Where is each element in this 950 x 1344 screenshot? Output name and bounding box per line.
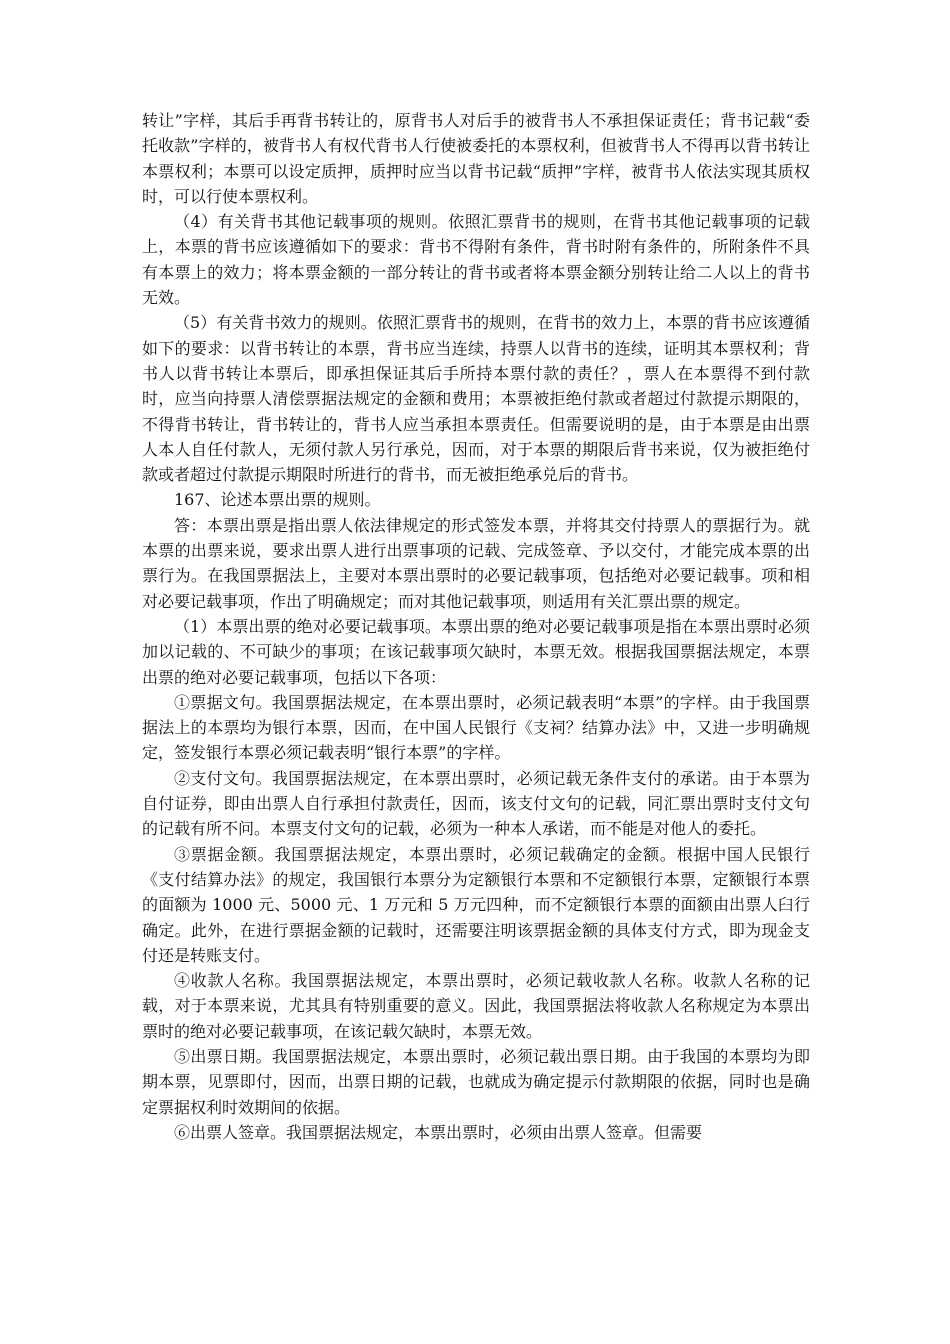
item-issue-date: ⑤出票日期。我国票据法规定，本票出票时，必须记载出票日期。由于我国的本票均为即期本票，见票即付，因而，出票日期的记载，也就成为确定提示付款期限的依据，同时也是确定票据权利时效期间的依据。	[142, 1046, 810, 1117]
item-amount: ③票据金额。我国票据法规定，本票出票时，必须记载确定的金额。根据中国人民银行《支付结算办法》的规定，我国银行本票分为定额银行本票和不定额银行本票，定额银行本票的面额为 1000 元、5000 元、1 万元和 5 万元四种，而不定额银行本票的面额由出票人臼行确定。此外，在进行票据金额的记载时，还需要注明该票据金额的具体支付方式，即为现金支付还是转账支付。	[142, 844, 810, 965]
paragraph-endorsement-other-items: （4）有关背书其他记载事项的规则。依照汇票背书的规则，在背书其他记载事项的记载上，本票的背书应该遵循如下的要求：背书不得附有条件，背书时附有条件的，所附条件不具有本票上的效力；将本票金额的一部分转让的背书或者将本票金额分别转让给二人以上的背书无效。	[142, 212, 810, 308]
paragraph-continuation: 转让”字样，其后手再背书转让的，原背书人对后手的被背书人不承担保证责任；背书记载“委托收款”字样的，被背书人有权代背书人行使被委托的本票权利，但被背书人不得再以背书转让本票权利；本票可以设定质押，质押时应当以背书记载“质押”字样，被背书人依法实现其质权时，可以行使本票权利。	[142, 111, 810, 206]
answer-intro: 答：本票出票是指出票人依法律规定的形式签发本票，并将其交付持票人的票据行为。就本票的出票来说，要求出票人进行出票事项的记载、完成签章、予以交付，才能完成本票的出票行为。在我国票据法上，主要对本票出票时的必要记载事项，包括绝对必要记载事。项和相对必要记载事项，作出了明确规定；而对其他记载事项，则适用有关汇票出票的规定。	[142, 515, 810, 611]
item-drawer-signature: ⑥出票人签章。我国票据法规定，本票出票时，必须由出票人签章。但需要	[174, 1122, 703, 1142]
paragraph-endorsement-effect: （5）有关背书效力的规则。依照汇票背书的规则，在背书的效力上，本票的背书应该遵循如下的要求：以背书转让的本票，背书应当连续，持票人以背书的连续，证明其本票权利；背书人以背书转让本票后，即承担保证其后手所持本票付款的责任？，票人在本票得不到付款时，应当向持票人清偿票据法规定的金额和费用；本票被拒绝付款或者超过付款提示期限的，不得背书转让，背书转让的，背书人应当承担本票责任。但需要说明的是，由于本票是由出票人本人自任付款人，无须付款人另行承兑，因而，对于本票的期限后背书来说，仅为被拒绝付款或者超过付款提示期限时所进行的背书，而无被拒绝承兑后的背书。	[142, 313, 810, 485]
item-payee-name: ④收款人名称。我国票据法规定，本票出票时，必须记载收款人名称。收款人名称的记载，对于本票来说，尤其具有特别重要的意义。因此，我国票据法将收款人名称规定为本票出票时的绝对必要记载事项，在该记载欠缺时，本票无效。	[142, 971, 810, 1041]
paragraph-absolute-items: （1）本票出票的绝对必要记载事项。本票出票的绝对必要记载事项是指在本票出票时必须加以记载的、不可缺少的事项；在该记载事项欠缺时，本票无效。根据我国票据法规定，本票出票的绝对必要记载事项，包括以下各项：	[142, 616, 810, 687]
question-heading: 167、论述本票出票的规则。	[174, 490, 381, 510]
item-payment-phrase: ②支付文句。我国票据法规定，在本票出票时，必须记载无条件支付的承诺。由于本票为自付证券，即由出票人自行承担付款责任，因而，该支付文句的记载，同汇票出票时支付文句的记载有所不问。本票支付文句的记载，必须为一种本人承诺，而不能是对他人的委托。	[142, 768, 810, 839]
item-bill-phrase: ①票据文句。我国票据法规定，在本票出票时，必须记载表明“本票”的字样。由于我国票据法上的本票均为银行本票，因而，在中国人民银行《支祠？结算办法》中，又进一步明确规定，签发银行本票必须记载表明“银行本票”的字样。	[142, 692, 810, 763]
